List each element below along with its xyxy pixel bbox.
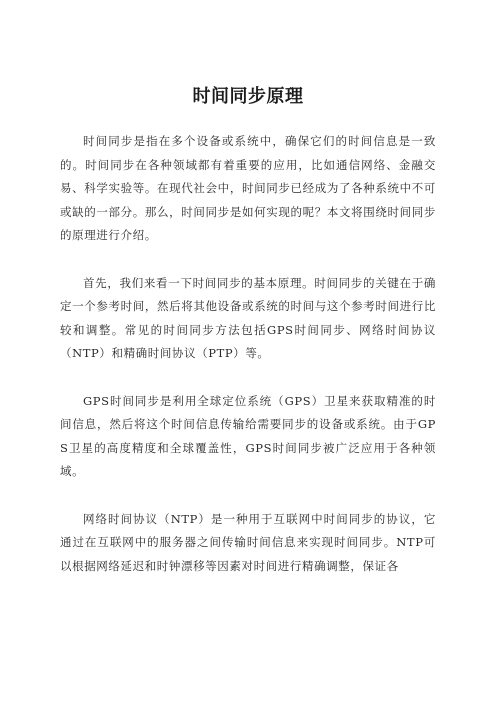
paragraph-1: 时间同步是指在多个设备或系统中，确保它们的时间信息是一致的。时间同步在各种领域都有着重要的应用，比如通信网络、金融交易、科学实验等。在现代社会中，时间同步已经成为了各种系统中不可或缺的一部分。那么，时间同步是如何实现的呢？本文将围绕时间同步的原理进行介绍。 [60, 134, 436, 242]
document-body [60, 130, 436, 602]
paragraph-2: 首先，我们来看一下时间同步的基本原理。时间同步的关键在于确定一个参考时间，然后将其他设备或系统的时间与这个参考时间进行比较和调整。常见的时间同步方法包括GPS时间同步、网络时间协议（NTP）和精确时间协议（PTP）等。 [60, 275, 436, 360]
paragraph-4: 网络时间协议（NTP）是一种用于互联网中时间同步的协议，它通过在互联网中的服务器之间传输时间信息来实现时间同步。NTP可以根据网络延迟和时钟漂移等因素对时间进行精确调整，保证各 [60, 511, 436, 573]
document-title: 时间同步原理 [192, 86, 304, 107]
paragraph-3: GPS时间同步是利用全球定位系统（GPS）卫星来获取精准的时间信息，然后将这个时间信息传输给需要同步的设备或系统。由于GPS卫星的高度精度和全球覆盖性，GPS时间同步被广泛应用于各种领域。 [60, 393, 436, 478]
